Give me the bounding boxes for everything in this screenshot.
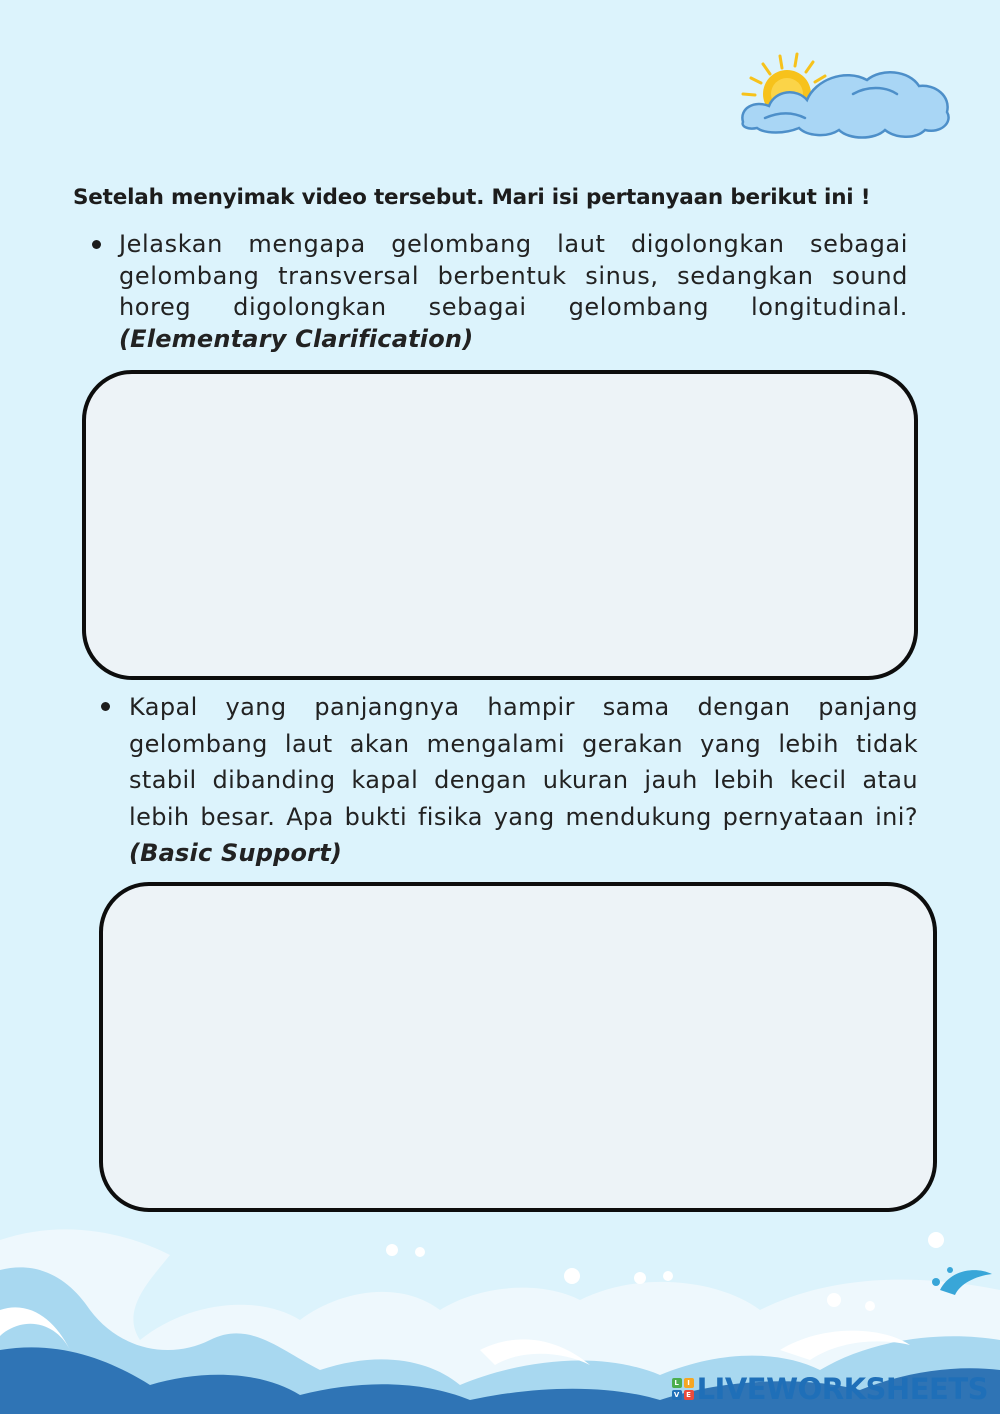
question-text <box>119 229 908 355</box>
bullet-icon <box>101 702 110 711</box>
answer-box[interactable] <box>82 370 918 680</box>
question-text <box>129 689 918 872</box>
instruction-heading: Setelah menyimak video tersebut. Mari isi pertanyaan berikut ini ! <box>73 185 871 210</box>
logo-tile: E <box>684 1390 694 1400</box>
bullet-icon <box>92 240 101 249</box>
logo-tile: L <box>672 1378 682 1388</box>
question-item <box>92 229 908 355</box>
sun-behind-cloud-icon <box>735 50 955 145</box>
liveworksheets-brand <box>672 1372 988 1406</box>
question-body: Kapal yang panjangnya hampir sama dengan panjang gelombang laut akan mengalami gerakan yang lebih tidak stabil dibanding kapal dengan ukuran jauh lebih kecil atau lebih besar. Apa bukti fisika yang mendukung pernyataan ini? <box>129 693 918 831</box>
brand-name: LIVEWORKSHEETS <box>696 1372 988 1406</box>
question-item <box>101 689 918 872</box>
answer-box[interactable] <box>99 882 937 1212</box>
logo-tile: I <box>684 1378 694 1388</box>
question-skill-tag: (Elementary Clarification) <box>119 324 474 353</box>
liveworksheets-logo-icon <box>672 1378 694 1400</box>
question-skill-tag: (Basic Support) <box>129 839 343 867</box>
logo-tile: V <box>672 1390 682 1400</box>
question-body: Jelaskan mengapa gelombang laut digolongkan sebagai gelombang transversal berbentuk sinus, sedangkan sound horeg digolongkan sebagai gelombang longitudinal. <box>119 230 908 321</box>
